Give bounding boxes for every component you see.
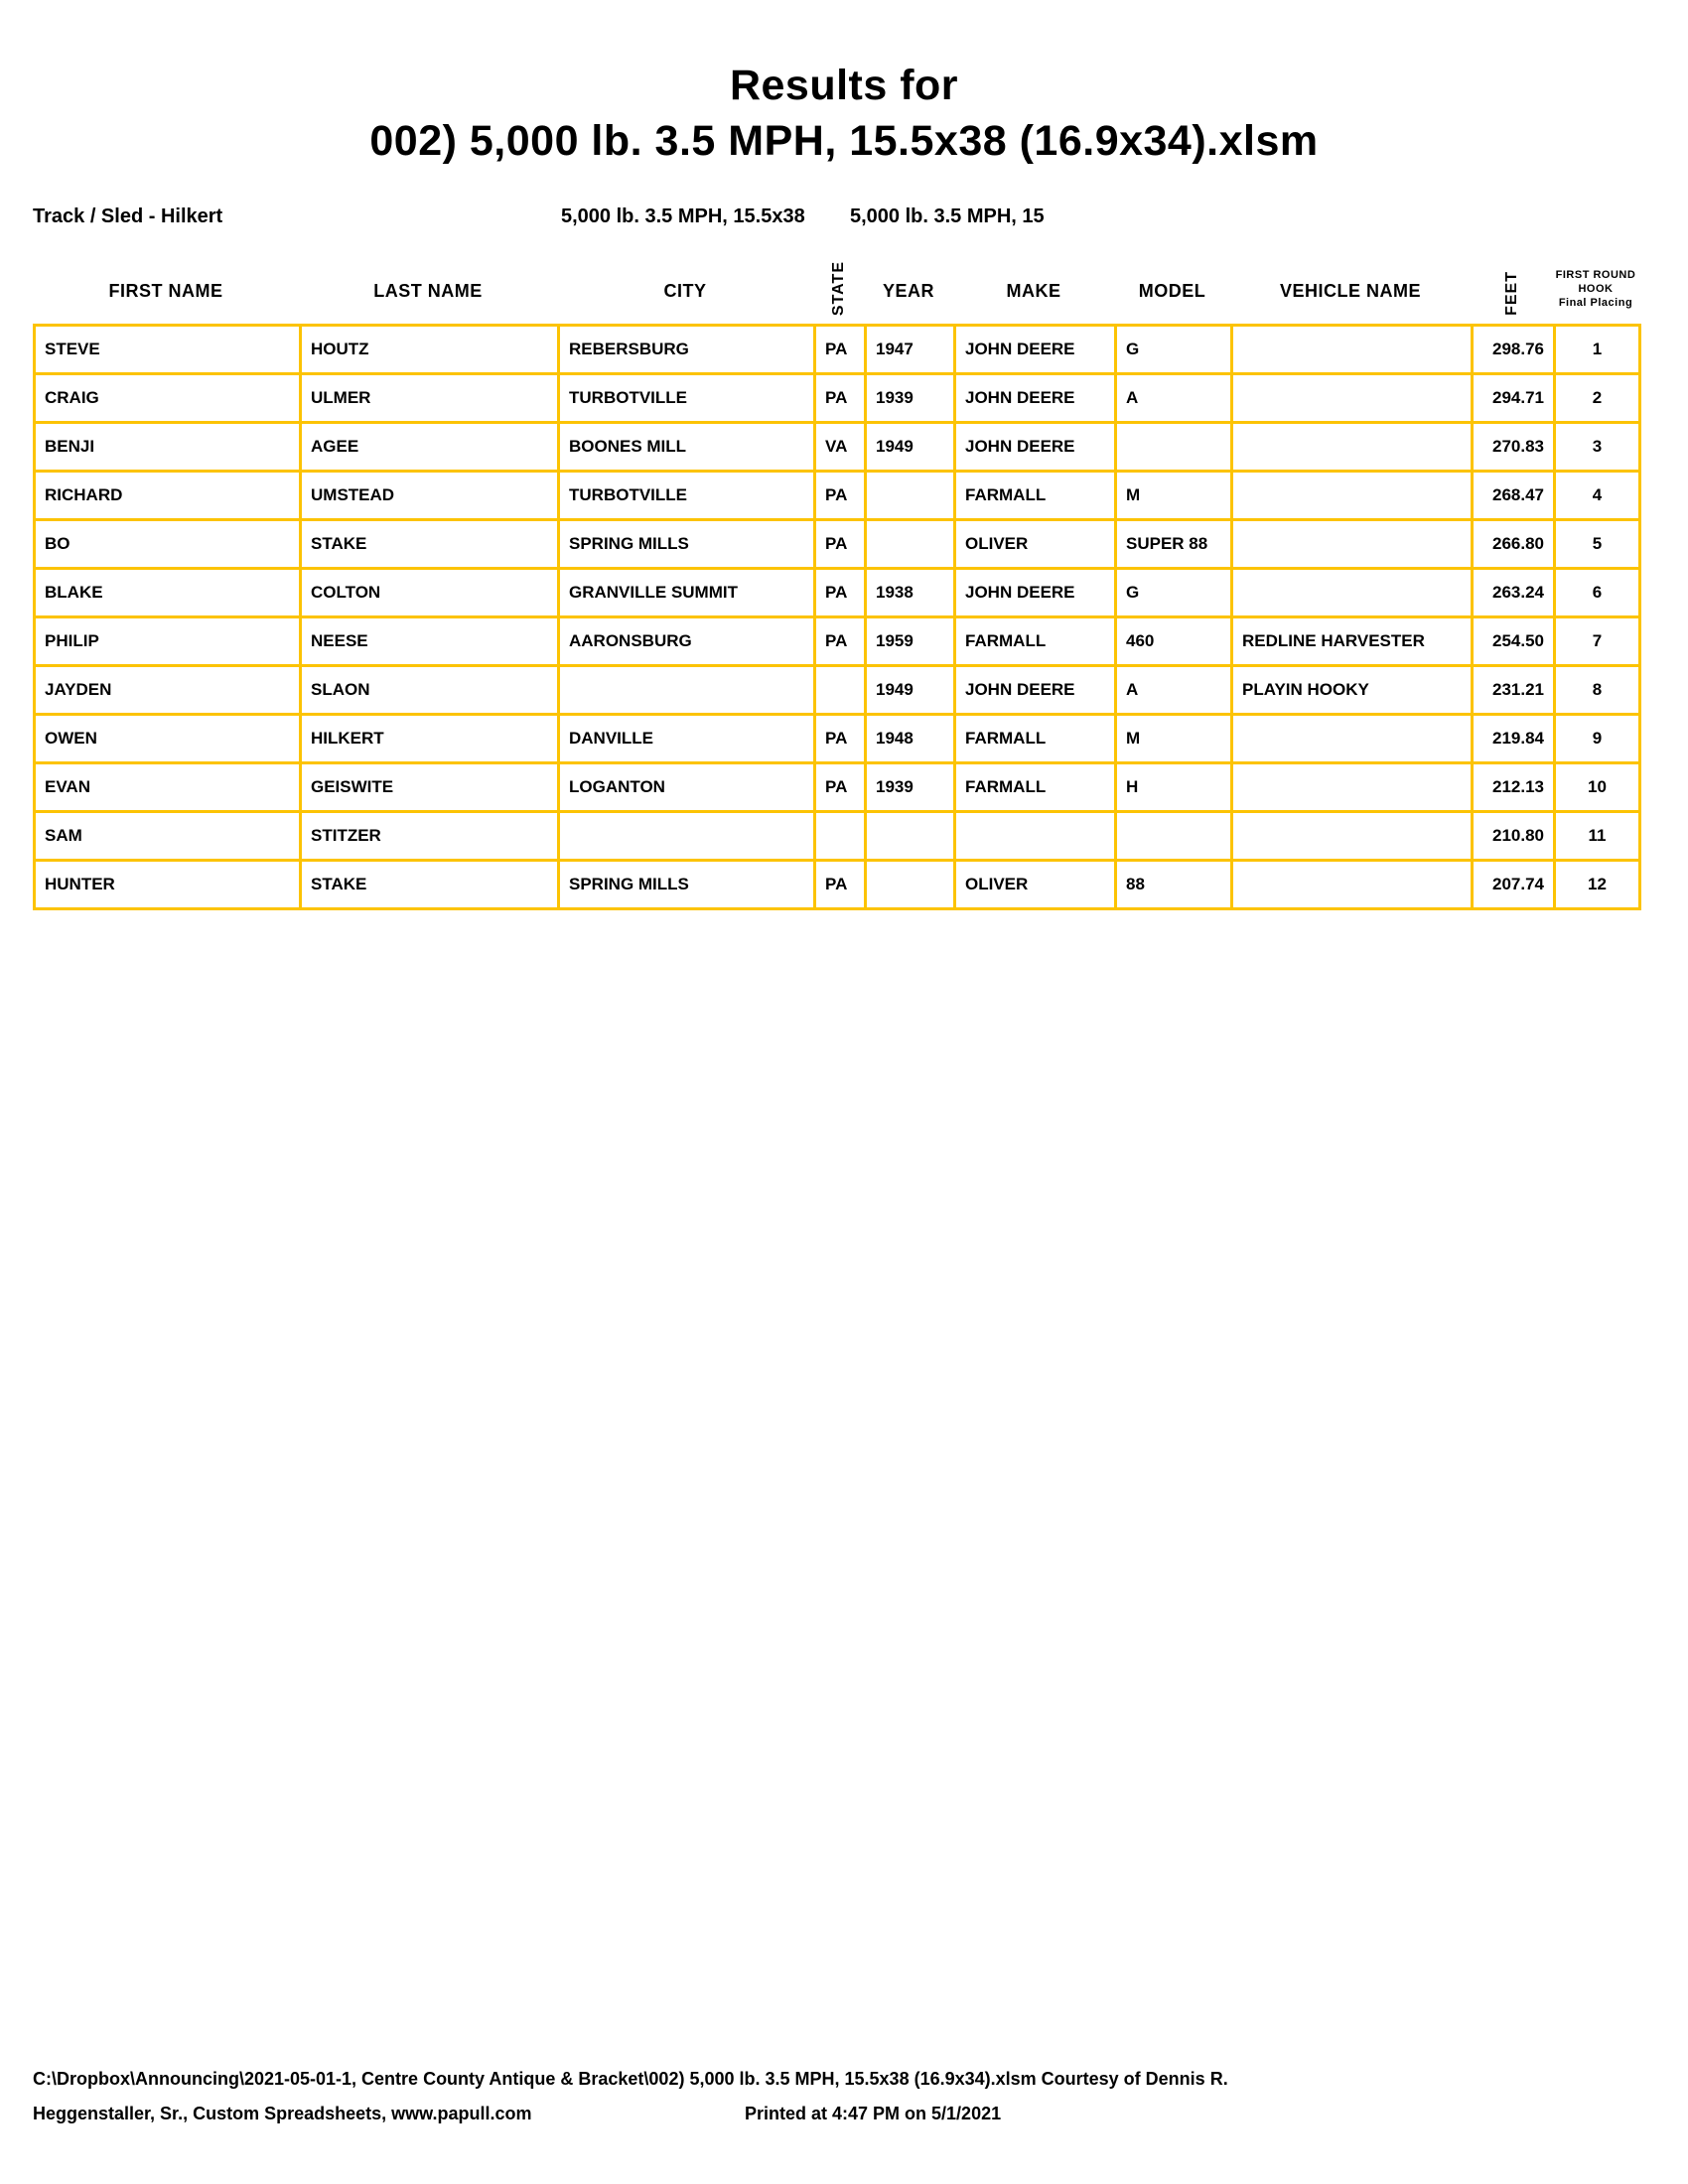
cell-last-name: STAKE [301,520,559,569]
cell-final-placing: 3 [1555,423,1640,472]
cell-vehicle-name [1232,374,1473,423]
cell-feet: 266.80 [1473,520,1555,569]
cell-city: TURBOTVILLE [559,374,815,423]
table-header-row [33,238,1638,324]
cell-first-name: OWEN [35,715,301,763]
track-sled-label: Track / Sled - Hilkert [33,205,223,227]
cell-state: VA [815,423,866,472]
cell-year: 1939 [866,374,955,423]
cell-make: FARMALL [955,472,1116,520]
cell-last-name: STITZER [301,812,559,861]
cell-city: REBERSBURG [559,326,815,374]
cell-last-name: HOUTZ [301,326,559,374]
cell-model: A [1116,666,1232,715]
cell-model: 460 [1116,617,1232,666]
page-title: Results for [729,62,959,109]
col-header-first-round-hook [1553,268,1638,324]
col-header-model: MODEL [1138,281,1206,301]
cell-vehicle-name [1232,569,1473,617]
cell-city: LOGANTON [559,763,815,812]
cell-feet: 263.24 [1473,569,1555,617]
table-row [35,812,1640,861]
cell-first-name: JAYDEN [35,666,301,715]
cell-last-name: HILKERT [301,715,559,763]
cell-first-name: CRAIG [35,374,301,423]
cell-make: JOHN DEERE [955,326,1116,374]
cell-feet: 210.80 [1473,812,1555,861]
cell-city: BOONES MILL [559,423,815,472]
cell-feet: 270.83 [1473,423,1555,472]
footer-printed-timestamp: Printed at 4:47 PM on 5/1/2021 [745,2104,1002,2123]
cell-vehicle-name [1232,326,1473,374]
cell-make: OLIVER [955,520,1116,569]
table-row [35,520,1640,569]
cell-city: DANVILLE [559,715,815,763]
cell-year: 1959 [866,617,955,666]
cell-vehicle-name [1232,763,1473,812]
cell-first-name: STEVE [35,326,301,374]
cell-last-name: STAKE [301,861,559,909]
cell-vehicle-name: REDLINE HARVESTER [1232,617,1473,666]
cell-first-name: SAM [35,812,301,861]
cell-year: 1939 [866,763,955,812]
col-header-first-round-line: FIRST ROUND [1555,269,1636,281]
cell-state: PA [815,472,866,520]
cell-feet: 254.50 [1473,617,1555,666]
results-table [33,324,1641,910]
cell-final-placing: 7 [1555,617,1640,666]
cell-model: G [1116,569,1232,617]
cell-final-placing: 1 [1555,326,1640,374]
cell-model: G [1116,326,1232,374]
cell-feet: 231.21 [1473,666,1555,715]
cell-make: FARMALL [955,715,1116,763]
cell-city: SPRING MILLS [559,520,815,569]
cell-first-name: RICHARD [35,472,301,520]
table-row [35,715,1640,763]
cell-state: PA [815,763,866,812]
cell-final-placing: 4 [1555,472,1640,520]
col-header-hook-line: HOOK [1578,283,1614,295]
cell-city [559,812,815,861]
cell-state [815,666,866,715]
cell-vehicle-name [1232,423,1473,472]
cell-model [1116,812,1232,861]
cell-last-name: AGEE [301,423,559,472]
cell-vehicle-name [1232,715,1473,763]
cell-year [866,861,955,909]
table-row [35,666,1640,715]
cell-model [1116,423,1232,472]
cell-last-name: COLTON [301,569,559,617]
cell-feet: 294.71 [1473,374,1555,423]
table-row [35,861,1640,909]
cell-final-placing: 2 [1555,374,1640,423]
cell-state: PA [815,617,866,666]
cell-state [815,812,866,861]
col-header-state: STATE [829,260,847,316]
cell-final-placing: 6 [1555,569,1640,617]
cell-first-name: EVAN [35,763,301,812]
cell-state: PA [815,520,866,569]
cell-make [955,812,1116,861]
cell-make: FARMALL [955,763,1116,812]
cell-feet: 298.76 [1473,326,1555,374]
cell-make: JOHN DEERE [955,569,1116,617]
cell-last-name: UMSTEAD [301,472,559,520]
cell-make: FARMALL [955,617,1116,666]
footer-credit: Heggenstaller, Sr., Custom Spreadsheets, www.papull.com [33,2104,532,2123]
cell-last-name: SLAON [301,666,559,715]
table-row [35,617,1640,666]
cell-vehicle-name [1232,472,1473,520]
col-header-first-name: FIRST NAME [108,281,223,301]
cell-model: M [1116,472,1232,520]
cell-year [866,472,955,520]
cell-final-placing: 12 [1555,861,1640,909]
cell-city: AARONSBURG [559,617,815,666]
cell-last-name: ULMER [301,374,559,423]
cell-city: GRANVILLE SUMMIT [559,569,815,617]
cell-state: PA [815,374,866,423]
cell-vehicle-name [1232,861,1473,909]
cell-make: JOHN DEERE [955,374,1116,423]
table-row [35,326,1640,374]
col-header-year: YEAR [882,281,934,301]
col-header-last-name: LAST NAME [373,281,483,301]
col-header-make: MAKE [1006,281,1061,301]
cell-state: PA [815,861,866,909]
cell-first-name: BLAKE [35,569,301,617]
cell-state: PA [815,569,866,617]
cell-vehicle-name [1232,812,1473,861]
class-header-left: 5,000 lb. 3.5 MPH, 15.5x38 [561,205,805,227]
cell-final-placing: 5 [1555,520,1640,569]
table-row [35,763,1640,812]
cell-first-name: BENJI [35,423,301,472]
cell-vehicle-name [1232,520,1473,569]
cell-final-placing: 10 [1555,763,1640,812]
cell-first-name: BO [35,520,301,569]
cell-city: TURBOTVILLE [559,472,815,520]
cell-first-name: HUNTER [35,861,301,909]
cell-state: PA [815,715,866,763]
cell-model: A [1116,374,1232,423]
cell-year: 1949 [866,423,955,472]
cell-make: OLIVER [955,861,1116,909]
cell-city [559,666,815,715]
cell-feet: 207.74 [1473,861,1555,909]
cell-last-name: NEESE [301,617,559,666]
table-row [35,569,1640,617]
cell-city: SPRING MILLS [559,861,815,909]
class-header-right: 5,000 lb. 3.5 MPH, 15 [850,205,1045,227]
cell-feet: 212.13 [1473,763,1555,812]
cell-final-placing: 8 [1555,666,1640,715]
cell-vehicle-name: PLAYIN HOOKY [1232,666,1473,715]
col-header-vehicle-name: VEHICLE NAME [1279,281,1421,301]
cell-year [866,812,955,861]
table-row [35,423,1640,472]
footer-file-path: C:\Dropbox\Announcing\2021-05-01-1, Centre County Antique & Bracket\002) 5,000 lb. 3.5 MPH, 15.5x38 (16.9x34).xlsm Courtesy of Dennis R. [33,2069,1228,2089]
cell-feet: 268.47 [1473,472,1555,520]
cell-final-placing: 9 [1555,715,1640,763]
cell-last-name: GEISWITE [301,763,559,812]
cell-year: 1947 [866,326,955,374]
table-row [35,472,1640,520]
cell-final-placing: 11 [1555,812,1640,861]
col-header-final-placing-line: Final Placing [1558,297,1633,309]
cell-year: 1948 [866,715,955,763]
cell-state: PA [815,326,866,374]
cell-make: JOHN DEERE [955,423,1116,472]
page-subtitle-filename: 002) 5,000 lb. 3.5 MPH, 15.5x38 (16.9x34).xlsm [369,117,1319,165]
cell-feet: 219.84 [1473,715,1555,763]
cell-year: 1938 [866,569,955,617]
col-header-city: CITY [663,281,707,301]
cell-model: H [1116,763,1232,812]
col-header-feet: FEET [1502,271,1520,316]
cell-year: 1949 [866,666,955,715]
table-row [35,374,1640,423]
cell-first-name: PHILIP [35,617,301,666]
cell-model: 88 [1116,861,1232,909]
cell-make: JOHN DEERE [955,666,1116,715]
cell-model: M [1116,715,1232,763]
cell-model: SUPER 88 [1116,520,1232,569]
cell-year [866,520,955,569]
